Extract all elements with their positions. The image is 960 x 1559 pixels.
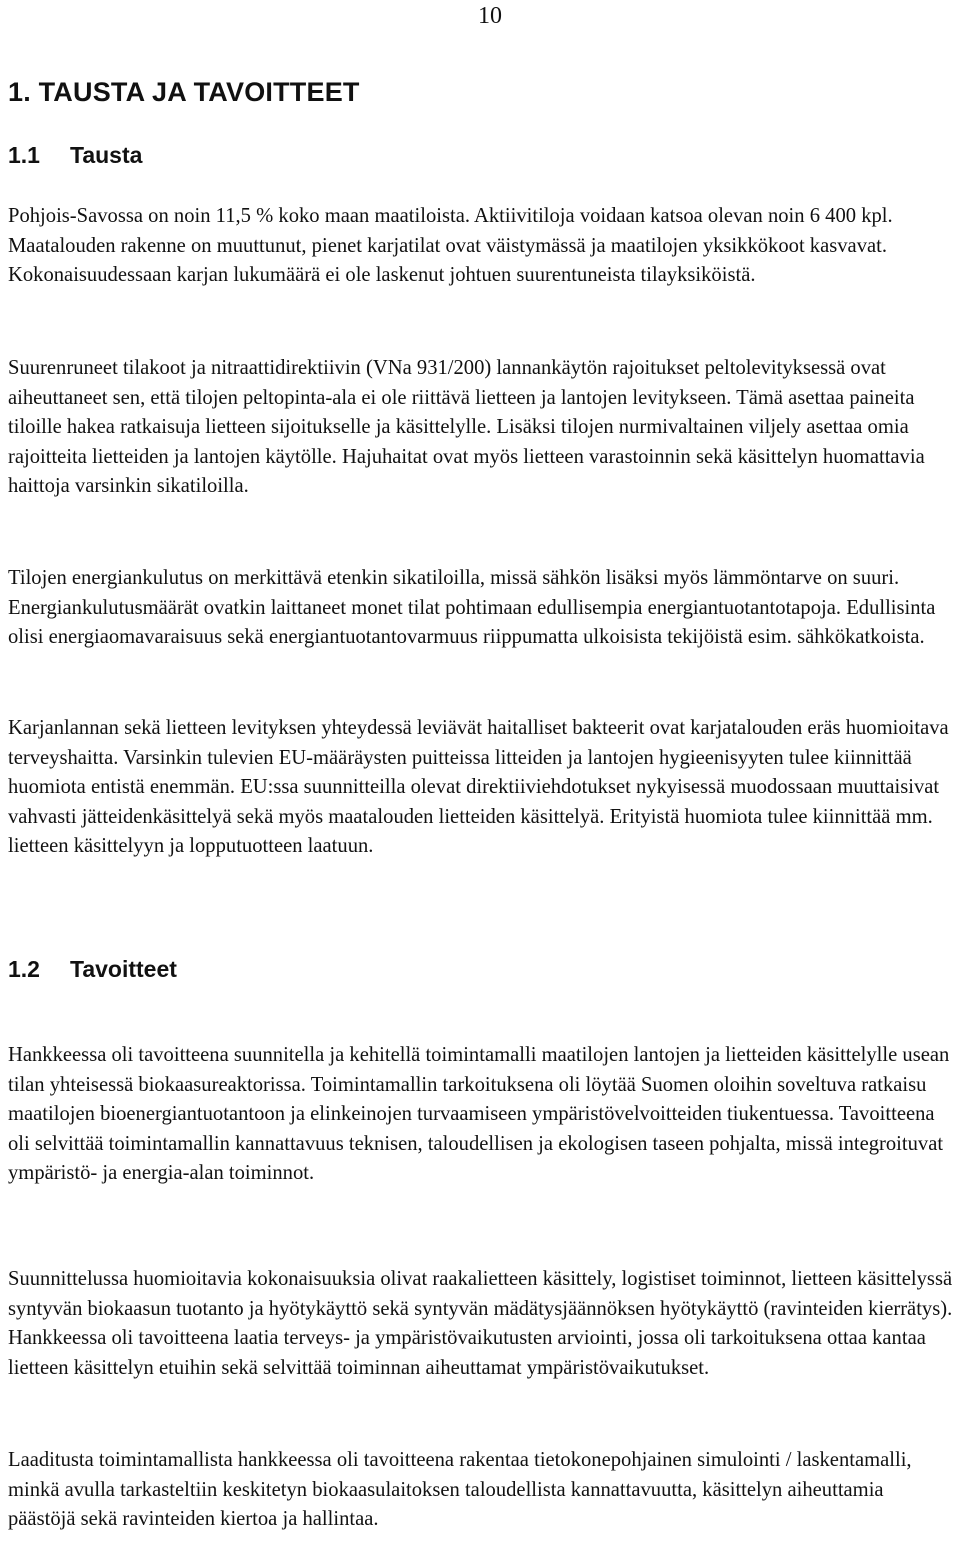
paragraph: Hankkeessa oli tavoitteena suunnitella ja kehitellä toimintamalli maatilojen lantojen ja lietteiden käsittelylle usean tilan yhteisessä biokaasureaktorissa. Toimintamallin tarkoituksena oli löytää Suomen oloihin soveltuva ratkaisu maatilojen bioenergiantuotantoon ja elinkeinojen turvaamiseen ympäristövelvoitteiden tiukentuessa. Tavoitteena oli selvittää toimintamallin kannattavuus teknisen, taloudellisen ja ekologisen taseen pohjalta, missä integroituvat ympäristö- ja energia-alan toiminnot. [8,1044,950,1184]
section-number: 1.1 [8,142,40,168]
section-title: Tausta [70,142,143,168]
paragraph: Suurenruneet tilakoot ja nitraattidirektiivin (VNa 931/200) lannankäytön rajoitukset peltolevityksessä ovat aiheuttaneet sen, että tilojen peltopinta-ala ei ole riittävä lietteen ja lantojen levitykseen. Tämä asettaa paineita tiloille hakea ratkaisuja lietteen sijoitukselle ja käsittelylle. Lisäksi tilojen nurmivaltainen viljely asettaa omia rajoitteita lietteiden ja lantojen käytölle. Hajuhaitat ovat myös lietteen varastoinnin sekä käsittelyn huomattavia haittoja varsinkin sikatiloilla. [8,357,925,497]
section-number: 1.2 [8,956,40,982]
section-heading-tavoitteet [8,955,177,983]
paragraph: Laaditusta toimintamallista hankkeessa oli tavoitteena rakentaa tietokonepohjainen simulointi / laskentamalli, minkä avulla tarkasteltiin keskitetyn biokaasulaitoksen taloudellista kannattavuutta, käsittelyn aiheuttamia päästöjä sekä ravinteiden kiertoa ja hallintaa. [8,1449,912,1530]
section-title: Tavoitteet [70,956,177,982]
chapter-heading: 1. TAUSTA JA TAVOITTEET [8,77,360,107]
section-heading-tausta [8,141,142,169]
page-number: 10 [478,3,502,29]
paragraph: Karjanlannan sekä lietteen levityksen yhteydessä leviävät haitalliset bakteerit ovat karjatalouden eräs huomioitava terveyshaitta. Varsinkin tulevien EU-määräysten puitteissa litteiden ja lantojen hygieenisyyten tulee kiinnittää huomiota entistä enemmän. EU:ssa suunnitteilla olevat direktiiviehdotukset nykyisessä muodossaan muuttaisivat vahvasti jätteidenkäsittelyä sekä myös maatalouden lietteiden käsittelyä. Erityistä huomiota tulee kiinnittää mm. lietteen käsittelyyn ja lopputuotteen laatuun. [8,717,949,857]
paragraph: Tilojen energiankulutus on merkittävä etenkin sikatiloilla, missä sähkön lisäksi myös lämmöntarve on suuri. Energiankulutusmäärät ovatkin laittaneet monet tilat pohtimaan edullisempia energiantuotantotapoja. Edullisinta olisi energiaomavaraisuus sekä energiantuotantovarmuus riippumatta ulkoisista tekijöistä esim. sähkökatkoista. [8,567,936,648]
paragraph: Pohjois-Savossa on noin 11,5 % koko maan maatiloista. Aktiivitiloja voidaan katsoa olevan noin 6 400 kpl. Maatalouden rakenne on muuttunut, pienet karjatilat ovat väistymässä ja maatilojen yksikkökoot kasvavat. Kokonaisuudessaan karjan lukumäärä ei ole laskenut johtuen suurentuneista tilayksiköistä. [8,205,893,286]
paragraph: Suunnittelussa huomioitavia kokonaisuuksia olivat raakalietteen käsittely, logistiset toiminnot, lietteen käsittelyssä syntyvän biokaasun tuotanto ja hyötykäyttö sekä syntyvän mädätysjäännöksen hyötykäyttö (ravinteiden kierrätys). Hankkeessa oli tavoitteena laatia terveys- ja ympäristövaikutusten arviointi, jossa oli tarkoituksena ottaa kantaa lietteen käsittelyn etuihin sekä selvittää toiminnan aiheuttamat ympäristövaikutukset. [8,1268,953,1379]
